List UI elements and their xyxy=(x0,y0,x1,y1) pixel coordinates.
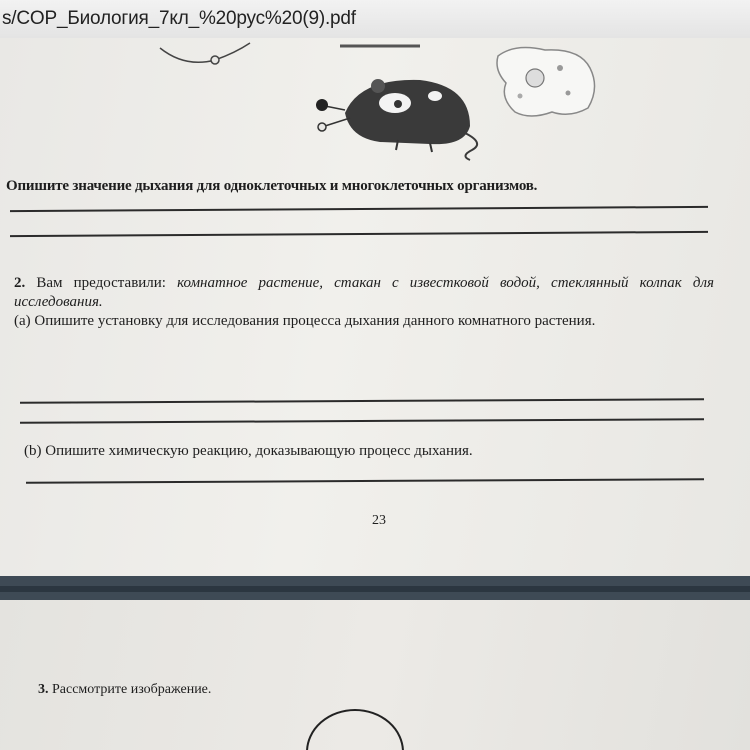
question-2b-text: (b) Опишите химическую реакцию, доказывающую процесс дыхания. xyxy=(24,443,473,459)
question-3-number: 3. xyxy=(38,682,49,697)
question-1-text: Опишите значение дыхания для одноклеточных и многоклеточных организмов. xyxy=(6,178,538,194)
mouse-drawing xyxy=(316,79,477,160)
question-2a-text: (a) Опишите установку для исследования процесса дыхания данного комнатного растения. xyxy=(14,313,596,329)
apparatus-drawing xyxy=(160,43,420,64)
illustration xyxy=(0,38,750,173)
answer-line xyxy=(10,206,708,212)
answer-line xyxy=(10,231,708,237)
oval-drawing xyxy=(300,704,410,750)
question-2-items: комнатное растение, стакан с известковой водой, стеклянный колпак для исследования. xyxy=(14,275,715,310)
question-3-text xyxy=(38,682,211,698)
question-2-intro: Вам предоставили: xyxy=(36,275,166,291)
pdf-page-24 xyxy=(0,600,750,750)
answer-line xyxy=(20,398,704,404)
page-separator xyxy=(0,576,750,600)
amoeba-drawing xyxy=(497,48,595,116)
question-2-text xyxy=(14,274,714,331)
answer-line xyxy=(26,478,704,484)
page-number: 23 xyxy=(372,513,386,528)
question-3-label: Рассмотрите изображение. xyxy=(52,682,212,697)
pdf-title-bar xyxy=(0,0,750,39)
document-title: s/COP_Биология_7кл_%20рус%20(9).pdf xyxy=(2,8,356,29)
pdf-page-23 xyxy=(0,38,750,576)
answer-line xyxy=(20,418,704,424)
question-2-number: 2. xyxy=(14,275,26,291)
